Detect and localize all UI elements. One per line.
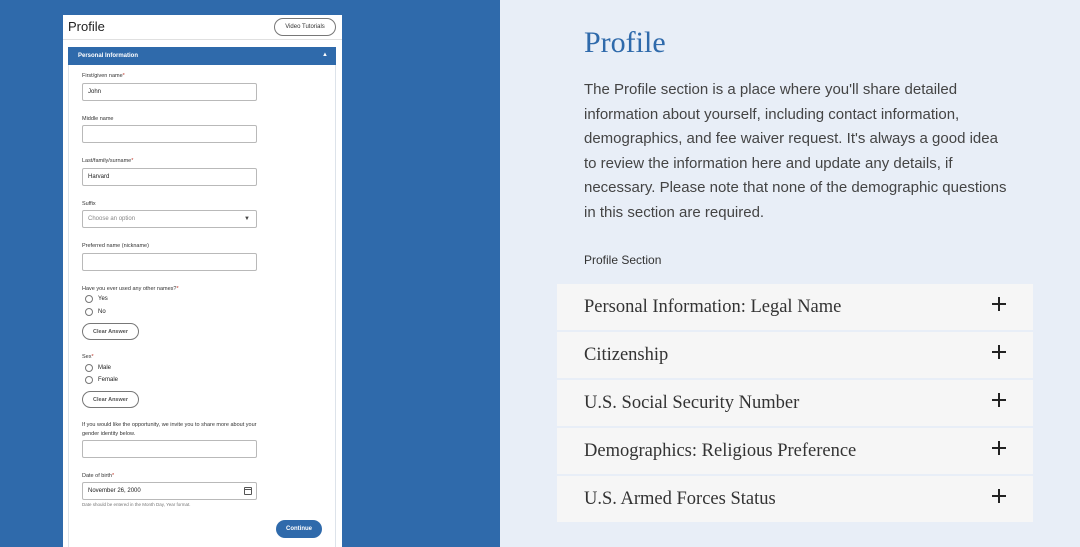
- required-mark: *: [111, 473, 115, 479]
- last-name-label-text: Last/family/surname: [82, 158, 132, 164]
- plus-icon[interactable]: [992, 345, 1006, 359]
- plus-icon[interactable]: [992, 441, 1006, 455]
- chevron-up-icon: ▲: [322, 52, 328, 58]
- left-panel: [0, 0, 500, 547]
- other-names-yes-radio[interactable]: [85, 295, 108, 303]
- dob-label: [82, 473, 114, 479]
- middle-name-label: Middle name: [82, 116, 114, 122]
- first-name-input[interactable]: John: [82, 83, 257, 101]
- form-title: Profile: [68, 19, 105, 34]
- dob-value: November 26, 2000: [88, 488, 141, 494]
- dob-label-text: Date of birth: [82, 473, 112, 479]
- caret-down-icon: ▼: [244, 216, 250, 222]
- accordion-item-label: Citizenship: [584, 344, 669, 365]
- radio-label-yes: Yes: [98, 296, 108, 302]
- plus-icon[interactable]: [992, 297, 1006, 311]
- last-name-label: [82, 158, 133, 164]
- clear-answer-button-other-names[interactable]: Clear Answer: [82, 323, 139, 340]
- accordion-item-label: Personal Information: Legal Name: [584, 296, 842, 317]
- required-mark: *: [131, 158, 134, 164]
- suffix-label: Suffix: [82, 201, 96, 207]
- sex-male-radio[interactable]: [85, 364, 111, 372]
- radio-circle[interactable]: [85, 376, 93, 384]
- suffix-select[interactable]: [82, 210, 257, 228]
- sex-label-text: Sex: [82, 354, 92, 360]
- gender-identity-label: If you would like the opportunity, we invite you to share more about your gender identity below.: [82, 422, 257, 437]
- calendar-icon[interactable]: [244, 487, 252, 495]
- profile-section-accordion: [557, 284, 1033, 524]
- suffix-placeholder: Choose an option: [88, 216, 136, 222]
- clear-answer-button-sex[interactable]: Clear Answer: [82, 391, 139, 408]
- dob-input[interactable]: [82, 482, 257, 500]
- required-mark: *: [91, 354, 94, 360]
- required-mark: *: [176, 286, 179, 292]
- continue-button[interactable]: Continue: [276, 520, 322, 538]
- radio-label-female: Female: [98, 377, 119, 383]
- other-names-label-text: Have you ever used any other names?: [82, 286, 177, 292]
- plus-icon[interactable]: [992, 489, 1006, 503]
- radio-circle[interactable]: [85, 364, 93, 372]
- personal-information-section-header[interactable]: [68, 47, 336, 65]
- radio-circle[interactable]: [85, 295, 93, 303]
- accordion-item-ssn[interactable]: [557, 380, 1033, 428]
- last-name-input[interactable]: Harvard: [82, 168, 257, 186]
- form-divider: [63, 39, 342, 40]
- gender-identity-input[interactable]: [82, 440, 257, 458]
- first-name-label-text: First/given name: [82, 73, 123, 79]
- dob-hint: Date should be entered in the Month Day, Year format.: [82, 502, 191, 507]
- accordion-item-legal-name[interactable]: [557, 284, 1033, 332]
- radio-label-male: Male: [98, 365, 112, 371]
- accordion-item-label: U.S. Social Security Number: [584, 392, 800, 413]
- profile-form-screenshot: [63, 15, 342, 547]
- form-header: [63, 15, 342, 41]
- preferred-name-input[interactable]: [82, 253, 257, 271]
- radio-circle[interactable]: [85, 308, 93, 316]
- accordion-item-label: U.S. Armed Forces Status: [584, 488, 776, 509]
- sex-label: [82, 354, 94, 360]
- accordion-item-religious-preference[interactable]: [557, 428, 1033, 476]
- video-tutorials-button[interactable]: Video Tutorials: [274, 18, 336, 36]
- first-name-label: [82, 73, 125, 79]
- required-mark: *: [122, 73, 125, 79]
- section-title: Personal Information: [78, 53, 139, 59]
- page-title: Profile: [584, 26, 666, 59]
- accordion-item-armed-forces[interactable]: [557, 476, 1033, 524]
- middle-name-input[interactable]: [82, 125, 257, 143]
- preferred-name-label: Preferred name (nickname): [82, 243, 149, 249]
- other-names-no-radio[interactable]: [85, 308, 106, 316]
- accordion-item-label: Demographics: Religious Preference: [584, 440, 857, 461]
- plus-icon[interactable]: [992, 393, 1006, 407]
- sex-female-radio[interactable]: [85, 376, 118, 384]
- accordion-item-citizenship[interactable]: [557, 332, 1033, 380]
- page-description: The Profile section is a place where you'll share detailed information about yourself, including contact information, demographics, and fee waiver request. It's always a good idea to review the information here and update any details, if necessary. Please note that none of the demographic questions in this section are required.: [584, 81, 1007, 221]
- radio-label-no: No: [98, 309, 106, 315]
- other-names-label: [82, 286, 179, 292]
- section-label: Profile Section: [584, 253, 662, 267]
